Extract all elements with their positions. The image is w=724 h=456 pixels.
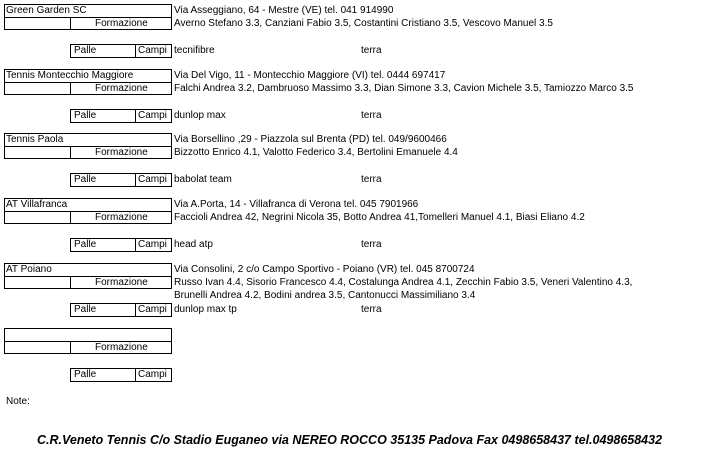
court-surface: terra [361, 45, 382, 56]
palle-label: Palle [74, 174, 97, 185]
palle-campi-divider [135, 44, 136, 58]
club-address: Via A.Porta, 14 - Villafranca di Verona tel. 045 7901966 [174, 199, 419, 210]
palle-campi-divider [135, 368, 136, 382]
club-name: AT Poiano [6, 264, 52, 275]
note-label: Note: [6, 396, 30, 407]
footer-contact: C.R.Veneto Tennis C/o Stadio Euganeo via NEREO ROCCO 35135 Padova Fax 0498658437 tel.0498658432 [37, 433, 663, 447]
campi-label: Campi [138, 304, 167, 315]
formazione-left-rule [70, 341, 71, 354]
ball-brand: dunlop max [174, 110, 226, 121]
ball-brand: head atp [174, 239, 213, 250]
ball-brand: dunlop max tp [174, 304, 237, 315]
formazione-left-rule [70, 211, 71, 224]
palle-label: Palle [74, 45, 97, 56]
court-surface: terra [361, 304, 382, 315]
formazione-players: Brunelli Andrea 4.2, Bodini andrea 3.5, Cantonucci Massimiliano 3.4 [174, 290, 476, 301]
formazione-players: Averno Stefano 3.3, Canziani Fabio 3.5, Costantini Cristiano 3.5, Vescovo Manuel 3.5 [174, 18, 553, 29]
palle-campi-divider [135, 238, 136, 252]
court-surface: terra [361, 110, 382, 121]
formazione-label: Formazione [95, 147, 148, 158]
palle-campi-divider [135, 303, 136, 317]
club-name: Tennis Paola [6, 134, 64, 145]
palle-label: Palle [74, 369, 97, 380]
club-name: Green Garden SC [6, 5, 87, 16]
campi-label: Campi [138, 174, 167, 185]
campi-label: Campi [138, 110, 167, 121]
palle-label: Palle [74, 110, 97, 121]
ball-brand: babolat team [174, 174, 232, 185]
formazione-left-rule [70, 276, 71, 289]
formazione-players: Faccioli Andrea 42, Negrini Nicola 35, Botto Andrea 41,Tomelleri Manuel 4.1, Biasi Eliano 4.2 [174, 212, 585, 223]
formazione-left-rule [70, 82, 71, 95]
court-surface: terra [361, 239, 382, 250]
palle-campi-divider [135, 109, 136, 123]
formazione-left-rule [70, 17, 71, 30]
court-surface: terra [361, 174, 382, 185]
formazione-label: Formazione [95, 83, 148, 94]
campi-label: Campi [138, 45, 167, 56]
campi-label: Campi [138, 239, 167, 250]
campi-label: Campi [138, 369, 167, 380]
palle-label: Palle [74, 304, 97, 315]
club-address: Via Del Vigo, 11 - Montecchio Maggiore (VI) tel. 0444 697417 [174, 70, 446, 81]
club-address: Via Asseggiano, 64 - Mestre (VE) tel. 041 914990 [174, 5, 394, 16]
formazione-players: Falchi Andrea 3.2, Dambruoso Massimo 3.3, Dian Simone 3.3, Cavion Michele 3.5, Tamiozzo Marco 3.5 [174, 83, 634, 94]
club-address: Via Consolini, 2 c/o Campo Sportivo - Poiano (VR) tel. 045 8700724 [174, 264, 475, 275]
formazione-players: Bizzotto Enrico 4.1, Valotto Federico 3.4, Bertolini Emanuele 4.4 [174, 147, 458, 158]
club-name: Tennis Montecchio Maggiore [6, 70, 134, 81]
club-address: Via Borsellino ,29 - Piazzola sul Brenta (PD) tel. 049/9600466 [174, 134, 447, 145]
ball-brand: tecnifibre [174, 45, 215, 56]
club-name: AT Villafranca [6, 199, 68, 210]
formazione-players: Russo Ivan 4.4, Sisorio Francesco 4.4, Costalunga Andrea 4.1, Zecchin Fabio 3.5, Veneri Valentino 4.3, [174, 277, 633, 288]
formazione-label: Formazione [95, 277, 148, 288]
palle-campi-divider [135, 173, 136, 187]
formazione-left-rule [70, 146, 71, 159]
formazione-label: Formazione [95, 18, 148, 29]
palle-label: Palle [74, 239, 97, 250]
formazione-label: Formazione [95, 212, 148, 223]
formazione-label: Formazione [95, 342, 148, 353]
